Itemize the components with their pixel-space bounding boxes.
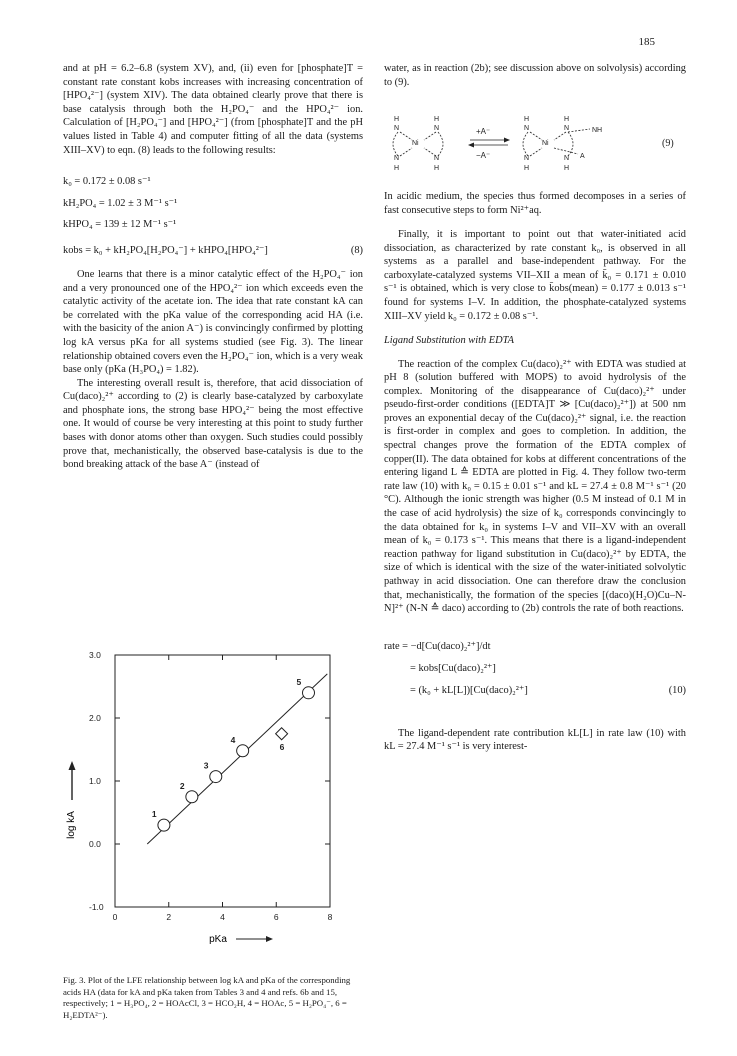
scheme-atom: N — [524, 155, 530, 162]
right-paragraph-4: The reaction of the complex Cu(daco)₂²⁺ with EDTA was studied at pH 8 (solution buffered with MOPS) to avoid hydrolysis of the complex. Monitoring of the disappearance of Cu(daco)₂²⁺ under pseudo-first-order conditions ([EDTA]T ≫ [Cu(daco)₂²⁺]) at 500 nm proves an exponential decay of the Cu(daco)₂²⁺ signal, i.e. the reaction is first-order in complex and goes to completion. In addition, the spectral changes prove the formation of the EDTA complex of copper(II). The data obtained for kobs at different concentrations of the entering ligand L ≙ EDTA are plotted in Fig. 4. They follow two-term rate law (10) with k₀ = 0.15 ± 0.01 s⁻¹ and kL = 27.4 ± 0.8 M⁻¹ s⁻¹ (20 °C). Although the ionic strength was higher (0.5 M instead of 0.1 M in the case of acid hydrolysis) the size of k₀ corresponds convincingly to the data obtained for k₀ in systems I–V and VII–XV with an overall mean of k₀ = 0.173 s⁻¹. This means that there is a ligand-independent reaction pathway for ligand substitution in Cu(daco)₂²⁺ by EDTA, the size of which is identical with the size of the water-initiated solvolytic pathway in acid dissociation. One can therefore draw the conclusion that, mechanistically, the formation of the species [(daco)(H₂O)Cu–N-N]²⁺ (N-N ≙ daco) according to (2b) controls the rate of both reactions. — [384, 358, 686, 615]
scheme-atom: H — [434, 116, 440, 123]
rate-law-1: rate = −d[Cu(daco)₂²⁺]/dt — [384, 641, 491, 653]
data-point-circle — [186, 791, 198, 803]
scheme-equation-number: (9) — [662, 138, 674, 149]
scheme-atom: H — [434, 165, 440, 172]
scheme-atom: H — [524, 165, 530, 172]
plot-frame — [115, 655, 330, 907]
scheme-atom: H — [394, 116, 400, 123]
x-tick-label: 2 — [166, 912, 172, 922]
x-axis-label: pKa — [209, 934, 227, 945]
rate-law-number: (10) — [668, 685, 686, 697]
rate-law-line-3 — [384, 680, 686, 702]
y-tick-label: 0.0 — [89, 839, 101, 849]
x-tick-label: 0 — [112, 912, 118, 922]
right-column-top — [384, 62, 686, 89]
rate-law-3: = (k₀ + kL[L])[Cu(daco)₂²⁺] — [410, 685, 528, 697]
equation-8 — [63, 240, 363, 262]
scheme-arrow-back-head — [468, 143, 474, 148]
data-point-diamond — [276, 728, 288, 740]
scheme-atom: Ni — [542, 140, 549, 147]
scheme-atom: A — [580, 153, 585, 160]
section-heading: Ligand Substitution with EDTA — [384, 334, 514, 346]
y-tick-label: 3.0 — [89, 650, 101, 660]
scheme-atom: N — [564, 125, 570, 132]
x-tick-label: 6 — [273, 912, 279, 922]
scheme-atom: N — [524, 125, 530, 132]
data-point-circle — [158, 819, 170, 831]
scheme-atom: H — [524, 116, 530, 123]
scheme-atom: Ni — [412, 140, 419, 147]
fit-line — [147, 674, 327, 844]
scheme-atom: N — [434, 125, 440, 132]
right-column-body — [384, 180, 686, 764]
scheme-atom: N — [564, 155, 570, 162]
page-number: 185 — [638, 36, 655, 48]
data-point-label: 1 — [151, 809, 157, 820]
data-point-label: 5 — [296, 676, 302, 687]
figure-caption: Fig. 3. Plot of the LFE relationship between log kA and pKa of the corresponding acids HA (data for kA and pKa taken from Tables 3 and 4 and refs. 6b and 15, respectively; 1 = H₃PO₄, 2 = HOAcCl, 3 = HCO₂H, 4 = HOAc, 5 = H₂PO₄⁻, 6 = H₂EDTA²⁻). — [63, 975, 351, 1020]
equation-khpo4: kHPO₄ = 139 ± 12 M⁻¹ s⁻¹ — [63, 219, 177, 231]
y-tick-label: 1.0 — [89, 776, 101, 786]
scheme-arrow-forward-head — [504, 138, 510, 143]
data-point-label: 6 — [279, 741, 285, 752]
y-axis-label: log kA — [66, 811, 77, 839]
scheme-atom: N — [394, 155, 400, 162]
y-axis-label-group — [66, 811, 77, 839]
scheme-atom: H — [564, 116, 570, 123]
right-paragraph-3: Finally, it is important to point out that water-initiated acid dissociation, as characterized by rate constant k₀, is observed in all systems as a parallel and base-independent pathway. For the carboxylate-catalyzed systems VII–XII a mean of k̄₀ = 0.171 ± 0.010 s⁻¹ is obtained, which is very close to k̄obs(mean) = 0.177 ± 0.013 s⁻¹ found for systems I–V. In addition, the phosphate-catalyzed systems XIII–XV yield k₀ = 0.172 ± 0.08 s⁻¹. — [384, 228, 686, 322]
equation-kh2po4: kH₂PO₄ = 1.02 ± 3 M⁻¹ s⁻¹ — [63, 197, 178, 209]
scheme-atom: H — [394, 165, 400, 172]
rate-law-2: = kobs[Cu(daco)₂²⁺] — [410, 663, 496, 675]
figure-3 — [60, 650, 360, 950]
right-paragraph-2: In acidic medium, the species thus formed decomposes in a series of fast consecutive steps to form Ni²⁺aq. — [384, 191, 686, 216]
right-paragraph-1: water, as in reaction (2b); see discussion above on solvolysis) according to (9). — [384, 63, 686, 88]
left-paragraph-1: and at pH = 6.2–6.8 (system XV), and, (ii) even for [phosphate]T = constant rate constant kobs increases with increasing concentration of [HPO₄²⁻] (system XIV). The data obtained clearly prove that there is base catalysis through both the H₂PO₄⁻ and the HPO₄²⁻ ion. Calculation of [H₂PO₄⁻] and [HPO₄²⁻] (from [phosphate]T and the pH values listed in Table 4) and computer fitting of all the data (systems XIII–XV) to eqn. (8) leads to the following results: — [63, 63, 363, 156]
y-axis-arrow-head — [69, 761, 76, 770]
data-point-circle — [210, 771, 222, 783]
data-point-label: 2 — [179, 780, 185, 791]
left-paragraph-3: The interesting overall result is, therefore, that acid dissociation of Cu(daco)₂²⁺ according to (2) is clearly base-catalyzed by carboxylate and phosphate ions, the strong base HPO₄²⁻ being the most effective one. It would of course be very interesting at this point to study further bases with donor atoms other than oxygen. Such studies could possibly prove that, mechanistically, the observed base-catalysis is due to the bond breaking attack of the base A⁻ (instead of — [63, 377, 363, 471]
reaction-scheme-9 — [384, 112, 686, 176]
y-tick-label: 2.0 — [89, 713, 101, 723]
scheme-plus-a: +A⁻ — [476, 127, 491, 136]
scheme-atom: N — [394, 125, 400, 132]
equation-8-body: kobs = k₀ + kH₂PO₄[H₂PO₄⁻] + kHPO₄[HPO₄²⁻] — [63, 245, 268, 257]
equation-8-number: (8) — [350, 245, 363, 257]
scheme-atom: N — [434, 155, 440, 162]
data-point-circle — [237, 745, 249, 757]
equation-k0: k₀ = 0.172 ± 0.08 s⁻¹ — [63, 176, 151, 188]
left-paragraph-2: One learns that there is a minor catalytic effect of the H₂PO₄⁻ ion and a very pronounced one of the HPO₄²⁻ ion which exceeds even the catalytic activity of the acetate ion. The idea that rate constant kA can be correlated with the pKa value of the corresponding acid HA (i.e. with the basicity of the anion A⁻) is convincingly confirmed by plotting log kA versus pKa for all systems studied (see Fig. 3). The linear relationship obtained covers even the H₂PO₄⁻ ion, which is a very weak base only (pKa (H₃PO₄) = 1.82). — [63, 268, 363, 376]
rate-law-line-1 — [384, 636, 686, 658]
scheme-drawing — [384, 112, 686, 176]
left-column — [63, 62, 363, 472]
data-point-label: 4 — [230, 734, 236, 745]
rate-law-line-2 — [384, 658, 686, 680]
scheme-atom: NH — [592, 127, 603, 134]
data-point-label: 3 — [203, 760, 209, 771]
scheme-ring-right — [523, 129, 590, 156]
x-tick-label: 8 — [327, 912, 333, 922]
y-tick-label: -1.0 — [89, 902, 104, 912]
scheme-atom: H — [564, 165, 570, 172]
lfe-chart — [60, 650, 360, 950]
right-paragraph-5: The ligand-dependent rate contribution kL[L] in rate law (10) with kL = 27.4 M⁻¹ s⁻¹ is very interest- — [384, 727, 686, 753]
data-point-circle — [303, 687, 315, 699]
x-tick-label: 4 — [220, 912, 225, 922]
x-axis-arrow-head — [266, 936, 273, 942]
scheme-minus-a: −A⁻ — [476, 151, 491, 160]
